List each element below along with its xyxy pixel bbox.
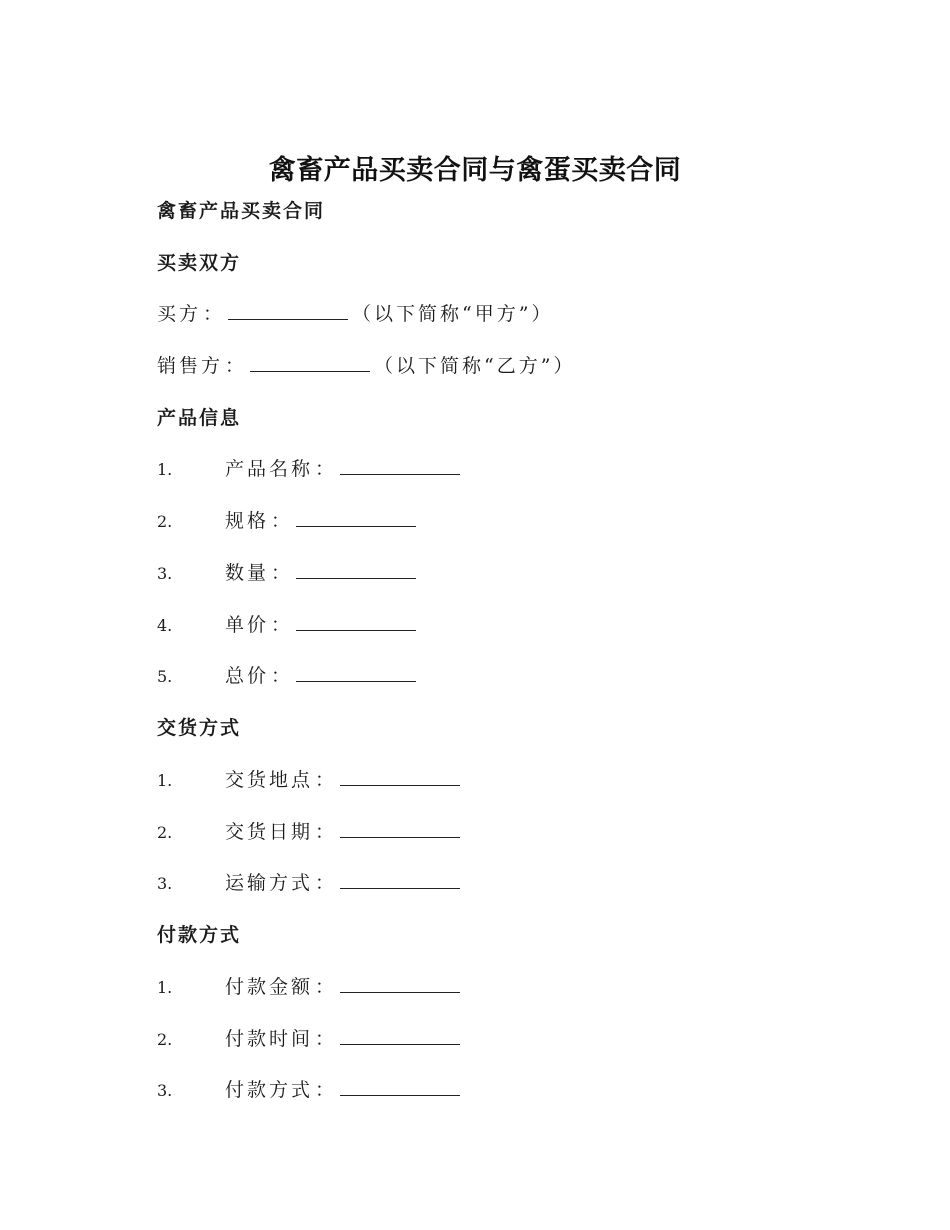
list-item bbox=[157, 870, 464, 897]
list-item bbox=[157, 1077, 464, 1104]
item-label: 交货日期 bbox=[225, 821, 314, 843]
item-label: 交货地点 bbox=[225, 769, 314, 791]
colon: ： bbox=[225, 355, 245, 377]
list-item bbox=[157, 663, 420, 690]
parties-heading: 买卖双方 bbox=[157, 252, 242, 274]
list-item bbox=[157, 1026, 464, 1053]
total-price-field[interactable] bbox=[296, 663, 416, 682]
item-number: 5. bbox=[157, 667, 173, 686]
buyer-line bbox=[157, 301, 553, 327]
payment-amount-field[interactable] bbox=[340, 974, 460, 993]
colon: ： bbox=[271, 562, 291, 584]
colon: ： bbox=[315, 976, 335, 998]
item-label: 规格 bbox=[225, 510, 270, 532]
item-number: 3. bbox=[157, 1081, 173, 1100]
item-label: 单价 bbox=[225, 614, 270, 636]
payment-method-field[interactable] bbox=[340, 1077, 460, 1096]
contract-title: 禽畜产品买卖合同 bbox=[157, 200, 326, 222]
item-number: 1. bbox=[157, 978, 173, 997]
list-item bbox=[157, 819, 464, 846]
item-number: 2. bbox=[157, 512, 173, 531]
item-number: 3. bbox=[157, 564, 173, 583]
list-item bbox=[157, 974, 464, 1001]
colon: ： bbox=[203, 303, 223, 325]
colon: ： bbox=[315, 1079, 335, 1101]
colon: ： bbox=[315, 458, 335, 480]
seller-note: （以下简称“乙方”） bbox=[374, 355, 576, 377]
list-item bbox=[157, 612, 420, 639]
buyer-note: （以下简称“甲方”） bbox=[352, 303, 554, 325]
item-label: 付款金额 bbox=[225, 976, 314, 998]
list-item bbox=[157, 560, 420, 587]
colon: ： bbox=[271, 510, 291, 532]
colon: ： bbox=[315, 872, 335, 894]
seller-line bbox=[157, 353, 575, 379]
item-number: 1. bbox=[157, 460, 173, 479]
delivery-heading: 交货方式 bbox=[157, 717, 242, 739]
item-label: 付款方式 bbox=[225, 1079, 314, 1101]
item-number: 3. bbox=[157, 874, 173, 893]
seller-label: 销售方 bbox=[157, 355, 224, 377]
colon: ： bbox=[271, 665, 291, 687]
item-label: 付款时间 bbox=[225, 1028, 314, 1050]
quantity-field[interactable] bbox=[296, 560, 416, 579]
buyer-blank-field[interactable] bbox=[228, 301, 348, 320]
buyer-label: 买方 bbox=[157, 303, 202, 325]
item-label: 数量 bbox=[225, 562, 270, 584]
colon: ： bbox=[315, 821, 335, 843]
list-item bbox=[157, 456, 464, 483]
delivery-date-field[interactable] bbox=[340, 819, 460, 838]
item-number: 1. bbox=[157, 771, 173, 790]
item-number: 4. bbox=[157, 616, 173, 635]
colon: ： bbox=[315, 769, 335, 791]
payment-time-field[interactable] bbox=[340, 1026, 460, 1045]
list-item bbox=[157, 767, 464, 794]
document-title: 禽畜产品买卖合同与禽蛋买卖合同 bbox=[268, 155, 682, 186]
seller-blank-field[interactable] bbox=[250, 353, 370, 372]
list-item bbox=[157, 508, 420, 535]
payment-heading: 付款方式 bbox=[157, 924, 242, 946]
colon: ： bbox=[315, 1028, 335, 1050]
product-name-field[interactable] bbox=[340, 456, 460, 475]
item-label: 产品名称 bbox=[225, 458, 314, 480]
delivery-location-field[interactable] bbox=[340, 767, 460, 786]
item-label: 运输方式 bbox=[225, 872, 314, 894]
transport-method-field[interactable] bbox=[340, 870, 460, 889]
product-heading: 产品信息 bbox=[157, 407, 242, 429]
item-label: 总价 bbox=[225, 665, 270, 687]
item-number: 2. bbox=[157, 823, 173, 842]
spec-field[interactable] bbox=[296, 508, 416, 527]
colon: ： bbox=[271, 614, 291, 636]
item-number: 2. bbox=[157, 1030, 173, 1049]
unit-price-field[interactable] bbox=[296, 612, 416, 631]
